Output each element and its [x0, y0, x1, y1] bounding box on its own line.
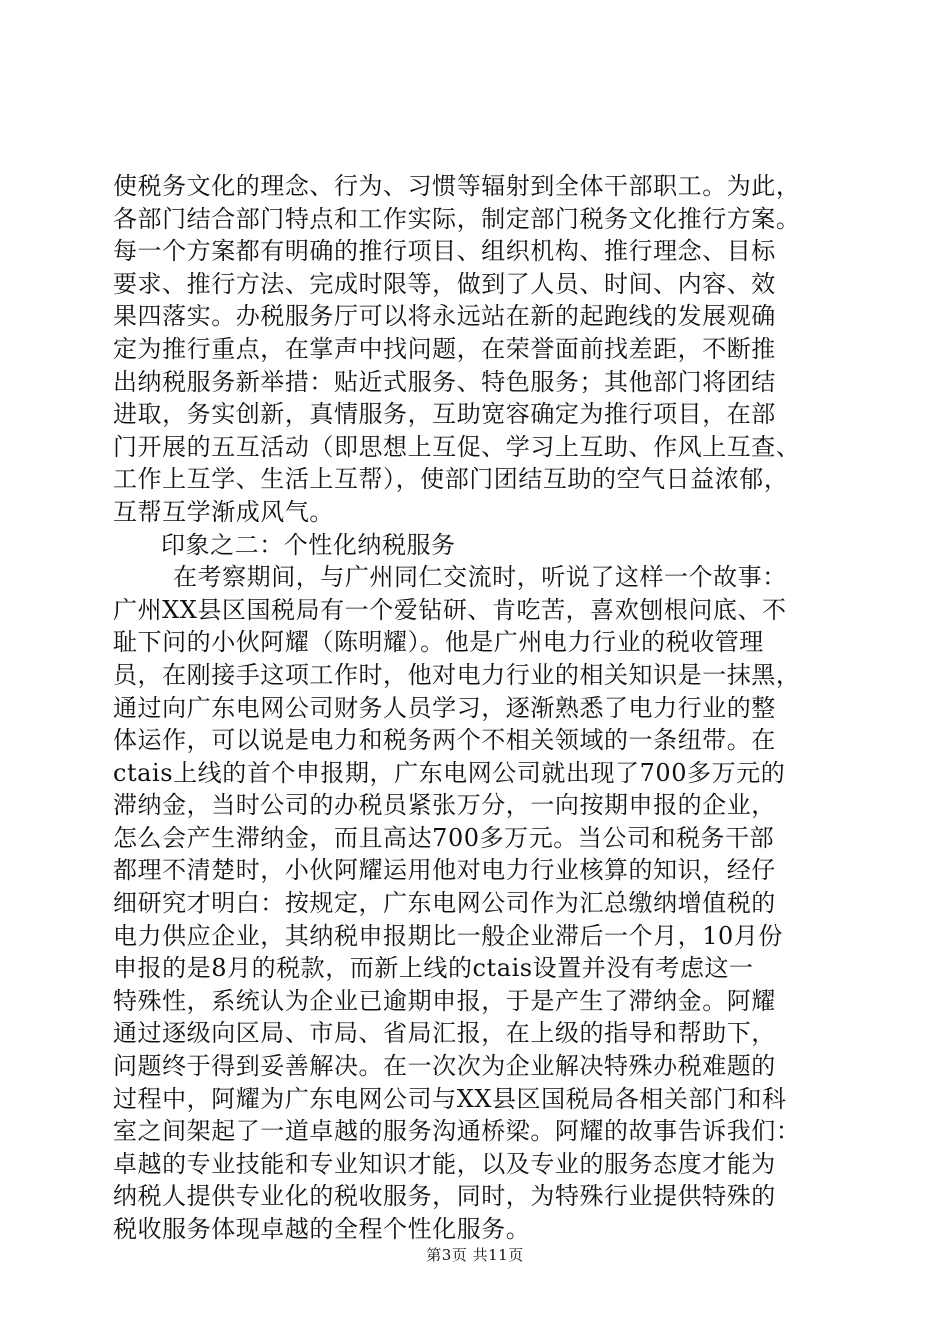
text-line: 耻下问的小伙阿耀（陈明耀）。他是广州电力行业的税收管理	[113, 628, 764, 657]
text-line: 过程中，阿耀为广东电网公司与XX县区国税局各相关部门和科	[113, 1084, 787, 1113]
text-line: 果四落实。办税服务厅可以将永远站在新的起跑线的发展观确	[113, 302, 776, 331]
text-line: 问题终于得到妥善解决。在一次次为企业解决特殊办税难题的	[113, 1052, 776, 1081]
text-line: 使税务文化的理念、行为、习惯等辐射到全体干部职工。为此，	[113, 172, 801, 200]
text-line: 电力供应企业，其纳税申报期比一般企业滞后一个月，10月份	[113, 921, 783, 950]
text-line: 体运作，可以说是电力和税务两个不相关领域的一条纽带。在	[113, 726, 776, 755]
text-line: ctais上线的首个申报期，广东电网公司就出现了700多万元的	[113, 758, 786, 787]
text-line: 怎么会产生滞纳金，而且高达700多万元。当公司和税务干部	[113, 823, 775, 852]
section-heading: 印象之二：个性化纳税服务	[161, 530, 456, 559]
paragraph-2	[113, 561, 843, 1245]
text-line: 员，在刚接手这项工作时，他对电力行业的相关知识是一抹黑，	[113, 660, 801, 689]
text-line: 室之间架起了一道卓越的服务沟通桥梁。阿耀的故事告诉我们：	[113, 1117, 801, 1146]
text-line: 门开展的五互活动（即思想上互促、学习上互助、作风上互查、	[113, 432, 801, 461]
text-line: 纳税人提供专业化的税收服务，同时，为特殊行业提供特殊的	[113, 1182, 776, 1211]
text-line: 进取，务实创新，真情服务，互助宽容确定为推行项目，在部	[113, 400, 776, 429]
text-line: 通过逐级向区局、市局、省局汇报，在上级的指导和帮助下，	[113, 1019, 776, 1048]
page-footer: 第3页 共11页	[426, 1246, 524, 1264]
text-line: 申报的是8月的税款，而新上线的ctais设置并没有考虑这一	[113, 954, 754, 983]
text-line: 卓越的专业技能和专业知识才能，以及专业的服务态度才能为	[113, 1149, 776, 1178]
text-line: 细研究才明白：按规定，广东电网公司作为汇总缴纳增值税的	[113, 889, 776, 918]
text-line: 工作上互学、生活上互帮），使部门团结互助的空气日益浓郁，	[113, 465, 789, 494]
text-line: 税收服务体现卓越的全程个性化服务。	[113, 1215, 531, 1243]
text-line: 特殊性，系统认为企业已逾期申报，于是产生了滞纳金。阿耀	[113, 986, 776, 1015]
body-text	[113, 170, 843, 1246]
text-line: 出纳税服务新举措：贴近式服务、特色服务；其他部门将团结	[113, 367, 776, 396]
text-line: 都理不清楚时，小伙阿耀运用他对电力行业核算的知识，经仔	[113, 856, 776, 885]
text-line: 通过向广东电网公司财务人员学习，逐渐熟悉了电力行业的整	[113, 693, 776, 722]
paragraph-1	[113, 170, 843, 529]
text-line: 要求、推行方法、完成时限等，做到了人员、时间、内容、效	[113, 269, 776, 298]
text-line: 广州XX县区国税局有一个爱钻研、肯吃苦，喜欢刨根问底、不	[113, 595, 787, 624]
text-line: 在考察期间，与广州同仁交流时，听说了这样一个故事：	[173, 563, 787, 592]
text-line: 每一个方案都有明确的推行项目、组织机构、推行理念、目标	[113, 237, 776, 266]
text-line: 定为推行重点，在掌声中找问题，在荣誉面前找差距，不断推	[113, 334, 776, 363]
text-line: 互帮互学渐成风气。	[113, 497, 334, 526]
text-line: 各部门结合部门特点和工作实际，制定部门税务文化推行方案。	[113, 204, 801, 233]
text-line: 滞纳金，当时公司的办税员紧张万分，一向按期申报的企业，	[113, 791, 776, 820]
